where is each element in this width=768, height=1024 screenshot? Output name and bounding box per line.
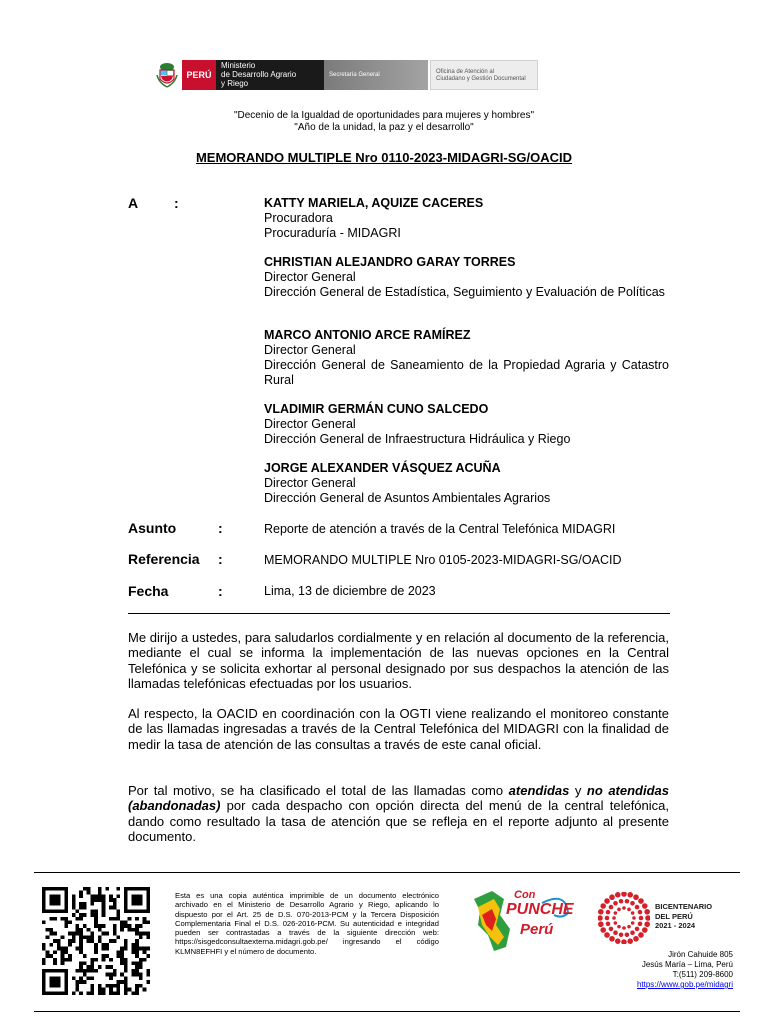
midagri-website-link[interactable]: https://www.gob.pe/midagri: [636, 980, 733, 989]
fecha-colon: :: [218, 583, 223, 599]
p3-no-atendidas: no atendidas (abandonadas): [128, 783, 669, 814]
bicentenario-text: [655, 902, 712, 931]
recipient-4-role: Director General: [264, 417, 356, 431]
fecha-label: Fecha: [128, 583, 169, 599]
authenticity-notice: Esta es una copia auténtica imprimible de un documento electrónico archivado en el Ministerio de Desarrollo Agrario y Riego, aplicando lo dispuesto por el Art. 25 de D.S. 070-2013-PCM y la Tercera Disposición Complementaria Final el D.S. 026-2016-PCM. Su autenticidad e integridad pueden ser contrastadas a través de la siguiente dirección web: https://sisgedconsultaexterna.midagri.gob.pe/ ingresando el código KLMN8EFHFI y el número de documento.: [175, 891, 439, 956]
address-block: [560, 950, 733, 990]
body-paragraph-3: [128, 783, 669, 844]
recipient-2-name: CHRISTIAN ALEJANDRO GARAY TORRES: [264, 255, 516, 269]
p3-text-c: y: [569, 783, 587, 798]
con-punche-peru-logo: [470, 885, 575, 955]
punche-con: Con: [514, 889, 536, 901]
recipient-1-role: Procuradora: [264, 211, 333, 225]
peru-coat-of-arms-icon: [156, 61, 178, 89]
bicentenario-logo-icon: [598, 892, 650, 944]
decenio-quote: "Decenio de la Igualdad de oportunidades para mujeres y hombres": [233, 110, 535, 121]
ministry-name: [216, 60, 324, 90]
secretaria-general-label: Secretaría General: [324, 60, 428, 90]
asunto-label: Asunto: [128, 520, 177, 536]
recipient-5-role: Director General: [264, 476, 356, 490]
qr-code-icon[interactable]: [42, 887, 150, 995]
header-divider: [128, 613, 670, 614]
fecha-value: Lima, 13 de diciembre de 2023: [264, 584, 436, 598]
ministry-line-3: y Riego: [221, 79, 249, 88]
recipient-5-name: JORGE ALEXANDER VÁSQUEZ ACUÑA: [264, 461, 501, 475]
memo-title: MEMORANDO MULTIPLE Nro 0110-2023-MIDAGRI-SG/OACID: [195, 150, 573, 165]
footer-divider: [34, 872, 740, 873]
punche-peru: Perú: [520, 921, 554, 938]
bottom-divider: [34, 1011, 740, 1012]
recipient-3-name: MARCO ANTONIO ARCE RAMÍREZ: [264, 328, 471, 342]
referencia-value: MEMORANDO MULTIPLE Nro 0105-2023-MIDAGRI-SG/OACID: [264, 553, 622, 567]
oficina-line-1: Oficina de Atención al: [436, 69, 495, 75]
asunto-value: Reporte de atención a través de la Central Telefónica MIDAGRI: [264, 522, 616, 536]
recipient-2-role: Director General: [264, 270, 356, 284]
referencia-label: Referencia: [128, 551, 200, 567]
address-line-1: Jirón Cahuide 805: [668, 950, 733, 959]
to-colon: :: [174, 195, 179, 211]
recipient-4-name: VLADIMIR GERMÁN CUNO SALCEDO: [264, 402, 489, 416]
bicentenario-line-1: BICENTENARIO: [655, 902, 713, 911]
bicentenario-line-3: 2021 - 2024: [655, 921, 696, 930]
address-line-2: Jesús María – Lima, Perú: [641, 960, 733, 969]
body-paragraph-1: Me dirijo a ustedes, para saludarlos cordialmente y en relación al documento de la referencia, mediante el cual se informa la implementación de las nuevas opciones en la Central Telefónica y se solicita exhortar al personal designado por sus despachos la atención de las llamadas telefónicas efectuadas por los usuarios.: [128, 630, 669, 691]
referencia-colon: :: [218, 551, 223, 567]
to-label: A: [128, 195, 139, 211]
ministry-line-2: de Desarrollo Agrario: [221, 70, 297, 79]
p3-atendidas: atendidas: [508, 783, 570, 798]
oficina-label: [430, 60, 538, 90]
address-phone: T:(511) 209-8600: [672, 970, 733, 979]
punche-word: PUNCHE: [506, 901, 574, 918]
peru-label: PERÚ: [182, 60, 216, 90]
ministry-line-1: Ministerio: [221, 61, 256, 70]
p3-text-e: por cada despacho con opción directa del menú de la central telefónica, dando como resultado la tasa de atención que se refleja en el reporte adjunto al presente documento.: [128, 798, 669, 844]
recipient-3-role: Director General: [264, 343, 356, 357]
recipient-2-office: Dirección General de Estadística, Seguimiento y Evaluación de Políticas: [264, 285, 665, 299]
recipient-5-office: Dirección General de Asuntos Ambientales Agrarios: [264, 491, 551, 505]
recipient-3-office: Dirección General de Saneamiento de la Propiedad Agraria y Catastro Rural: [264, 358, 669, 387]
recipient-1-name: KATTY MARIELA, AQUIZE CACERES: [264, 196, 484, 210]
p3-text-a: Por tal motivo, se ha clasificado el total de las llamadas como: [128, 783, 509, 798]
recipient-1-office: Procuraduría - MIDAGRI: [264, 226, 401, 240]
recipient-4-office: Dirección General de Infraestructura Hidráulica y Riego: [264, 432, 571, 446]
anio-quote: "Año de la unidad, la paz y el desarrollo": [294, 122, 474, 133]
asunto-colon: :: [218, 520, 223, 536]
body-paragraph-2: Al respecto, la OACID en coordinación con la OGTI viene realizando el monitoreo constante de las llamadas ingresadas a través de la Central Telefónica del MIDAGRI con la finalidad de medir la tasa de atención de las consultas a través de este canal oficial.: [128, 706, 669, 752]
bicentenario-line-2: DEL PERÚ: [655, 911, 693, 921]
oficina-line-2: Ciudadano y Gestión Documental: [436, 76, 526, 82]
